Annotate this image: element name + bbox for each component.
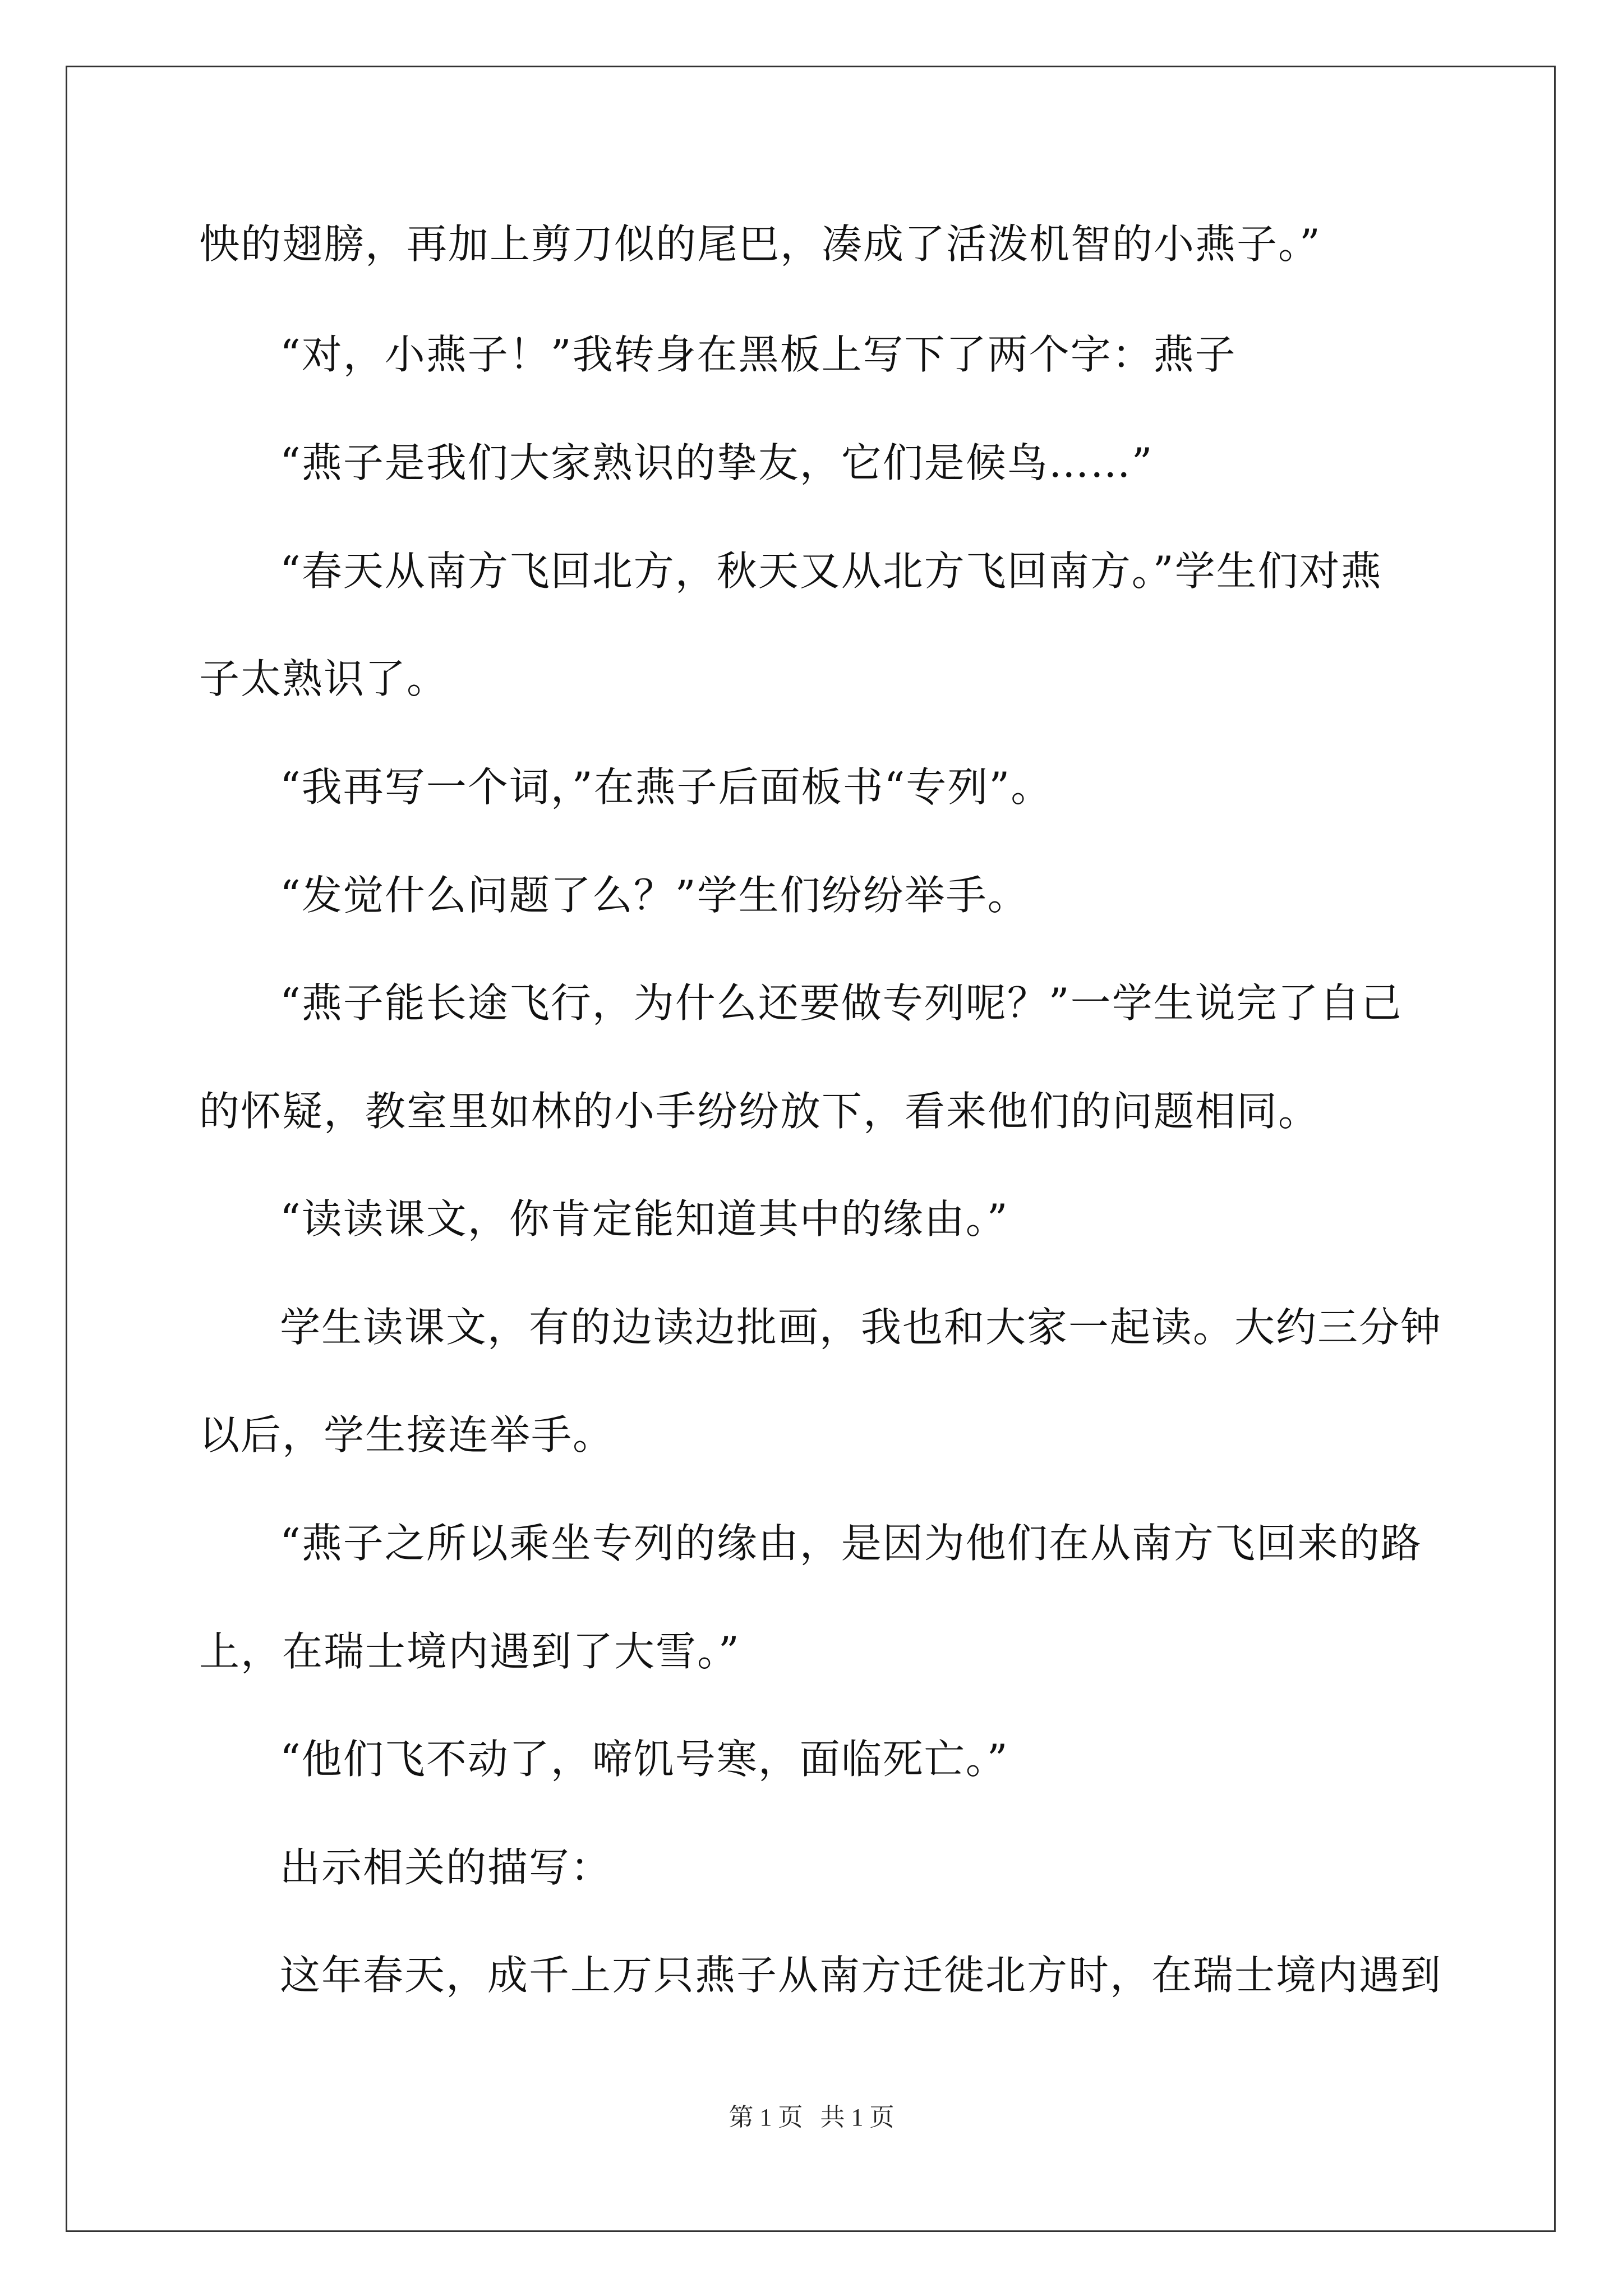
text-line: 怏的翅膀，再加上剪刀似的尾巴，凑成了活泼机智的小燕子。” bbox=[199, 220, 1321, 268]
text-line: 学生读课文，有的边读边批画，我也和大家一起读。大约三分钟 bbox=[280, 1304, 1442, 1351]
page-total: 共 1 页 bbox=[820, 2104, 895, 2131]
text-line: “春天从南方飞回北方，秋天又从北方飞回南方。”学生们对燕 bbox=[280, 547, 1382, 595]
text-line: 上，在瑞士境内遇到了大雪。” bbox=[199, 1628, 740, 1675]
text-line: “燕子能长途飞行，为什么还要做专列呢？”一学生说完了自己 bbox=[280, 979, 1403, 1027]
page-number: 第 1 页 bbox=[728, 2104, 803, 2131]
text-line: 出示相关的描写： bbox=[280, 1844, 612, 1891]
text-line: 的怀疑，教室里如林的小手纷纷放下，看来他们的问题相同。 bbox=[199, 1088, 1320, 1135]
text-line: “燕子之所以乘坐专列的缘由，是因为他们在从南方飞回来的路 bbox=[280, 1520, 1422, 1567]
page-border bbox=[66, 66, 1556, 2232]
text-line: “对，小燕子！”我转身在黑板上写下了两个字：燕子 bbox=[280, 331, 1237, 378]
text-line: “发觉什么问题了么？”学生们纷纷举手。 bbox=[280, 872, 1029, 919]
text-line: 子太熟识了。 bbox=[199, 655, 449, 702]
text-line: 以后，学生接连举手。 bbox=[199, 1411, 615, 1458]
page-footer bbox=[0, 2101, 1623, 2134]
text-line: “我再写一个词，”在燕子后面板书“专列”。 bbox=[280, 763, 1053, 811]
text-line: “读读课文，你肯定能知道其中的缘由。” bbox=[280, 1195, 1009, 1243]
text-line: “燕子是我们大家熟识的挚友，它们是候鸟……” bbox=[280, 439, 1154, 486]
text-line: 这年春天，成千上万只燕子从南方迁徙北方时，在瑞士境内遇到 bbox=[280, 1952, 1442, 1999]
text-line: “他们飞不动了，啼饥号寒，面临死亡。” bbox=[280, 1736, 1009, 1783]
